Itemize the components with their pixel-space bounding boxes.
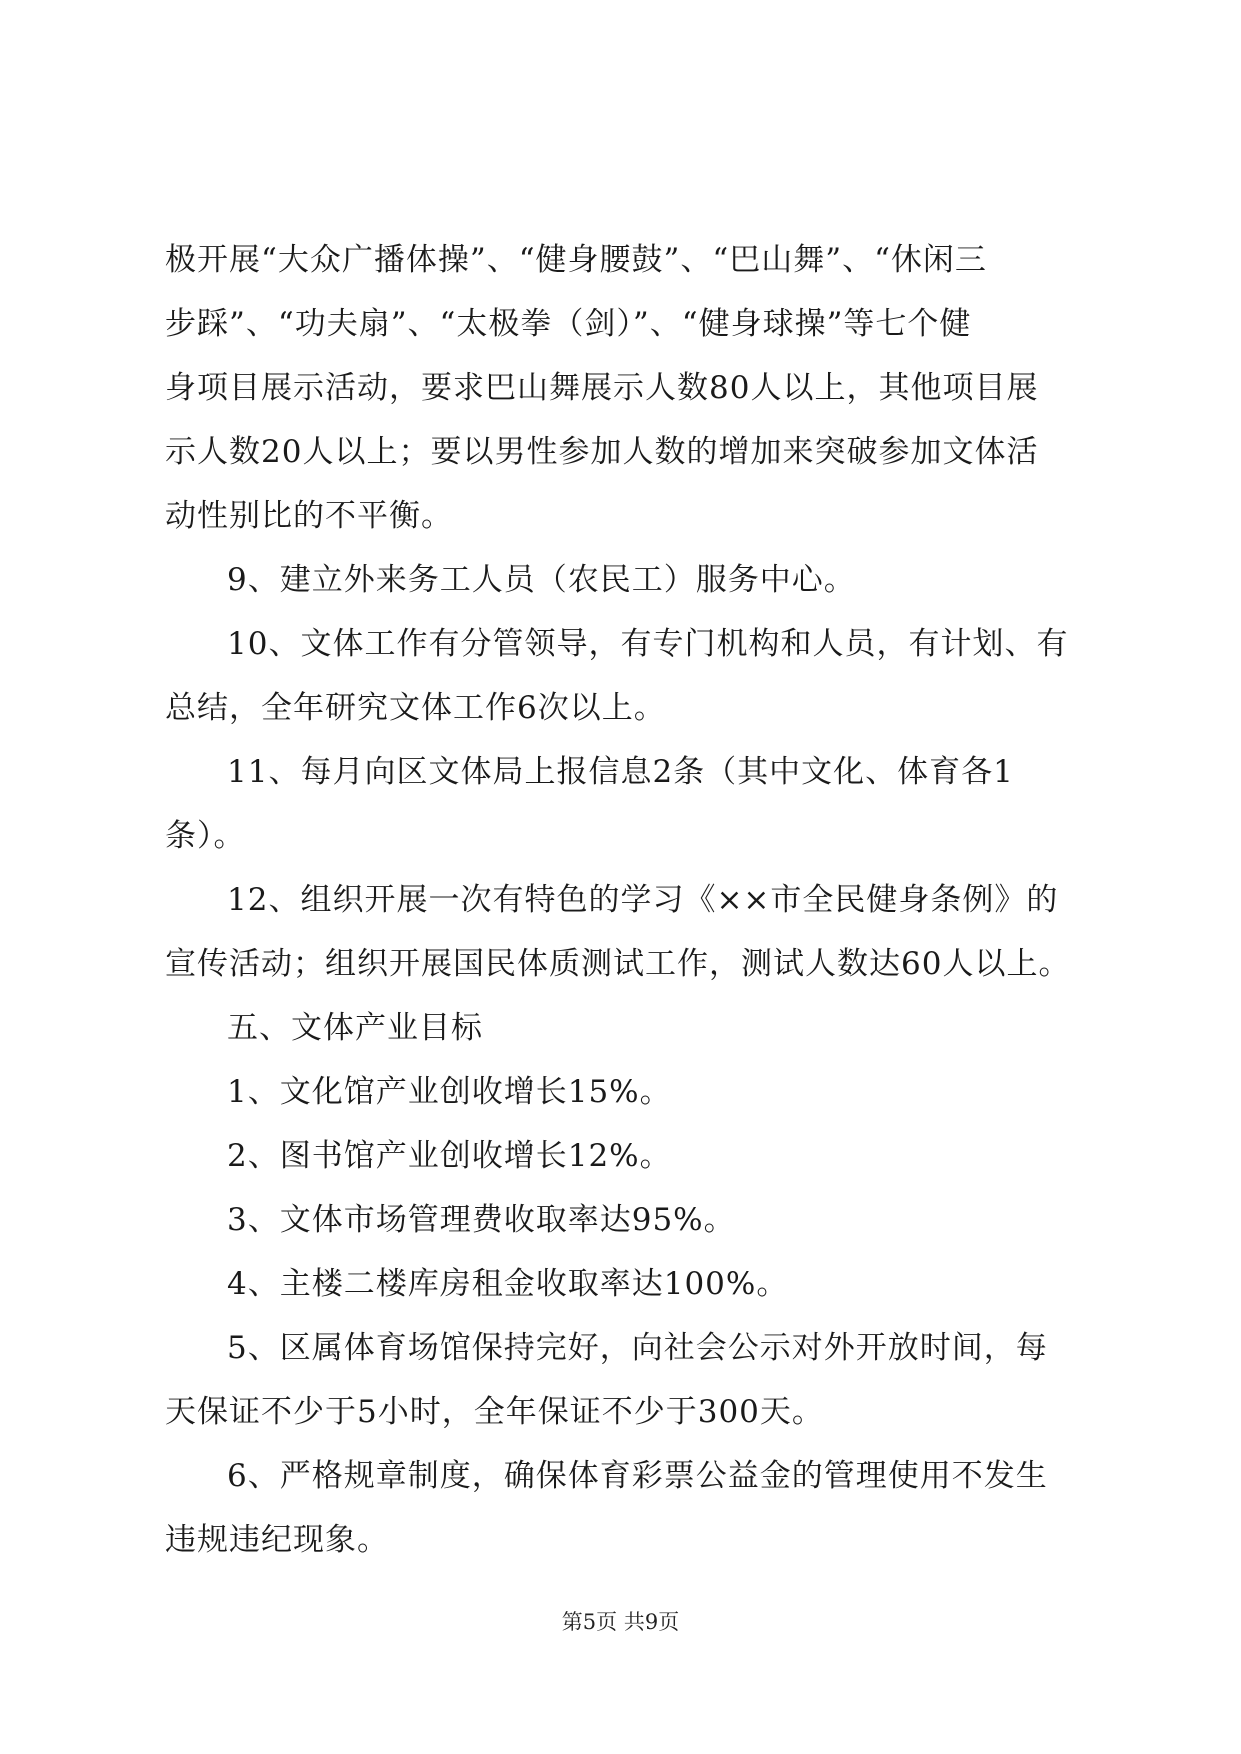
body-line: 违规违纪现象。 bbox=[165, 1522, 389, 1558]
item-11: 11、每月向区文体局上报信息2条（其中文化、体育各1 bbox=[227, 754, 1014, 790]
section-heading: 五、文体产业目标 bbox=[227, 1010, 483, 1046]
target-item-6: 6、严格规章制度，确保体育彩票公益金的管理使用不发生 bbox=[227, 1458, 1048, 1494]
target-item-2: 2、图书馆产业创收增长12%。 bbox=[227, 1138, 672, 1174]
body-line: 示人数20人以上；要以男性参加人数的增加来突破参加文体活 bbox=[165, 434, 1039, 470]
body-line: 动性别比的不平衡。 bbox=[165, 498, 453, 534]
body-line: 步踩”、“功夫扇”、“太极拳（剑）”、“健身球操”等七个健 bbox=[165, 306, 972, 342]
document-body bbox=[165, 228, 1085, 1572]
body-line: 极开展“大众广播体操”、“健身腰鼓”、“巴山舞”、“休闲三 bbox=[165, 242, 987, 278]
item-12: 12、组织开展一次有特色的学习《××市全民健身条例》的 bbox=[227, 882, 1059, 918]
body-line: 总结，全年研究文体工作6次以上。 bbox=[165, 690, 666, 726]
target-item-1: 1、文化馆产业创收增长15%。 bbox=[227, 1074, 672, 1110]
body-line: 条）。 bbox=[165, 818, 246, 854]
body-line: 宣传活动；组织开展国民体质测试工作，测试人数达60人以上。 bbox=[165, 946, 1071, 982]
body-line: 身项目展示活动，要求巴山舞展示人数80人以上，其他项目展 bbox=[165, 370, 1039, 406]
page-number-footer: 第5页 共9页 bbox=[561, 1610, 680, 1634]
item-10: 10、文体工作有分管领导，有专门机构和人员，有计划、有 bbox=[227, 626, 1069, 662]
target-item-5: 5、区属体育场馆保持完好，向社会公示对外开放时间，每 bbox=[227, 1330, 1048, 1366]
item-9: 9、建立外来务工人员（农民工）服务中心。 bbox=[227, 562, 856, 598]
target-item-4: 4、主楼二楼库房租金收取率达100%。 bbox=[227, 1266, 789, 1302]
target-item-3: 3、文体市场管理费收取率达95%。 bbox=[227, 1202, 736, 1238]
body-line: 天保证不少于5小时，全年保证不少于300天。 bbox=[165, 1394, 824, 1430]
